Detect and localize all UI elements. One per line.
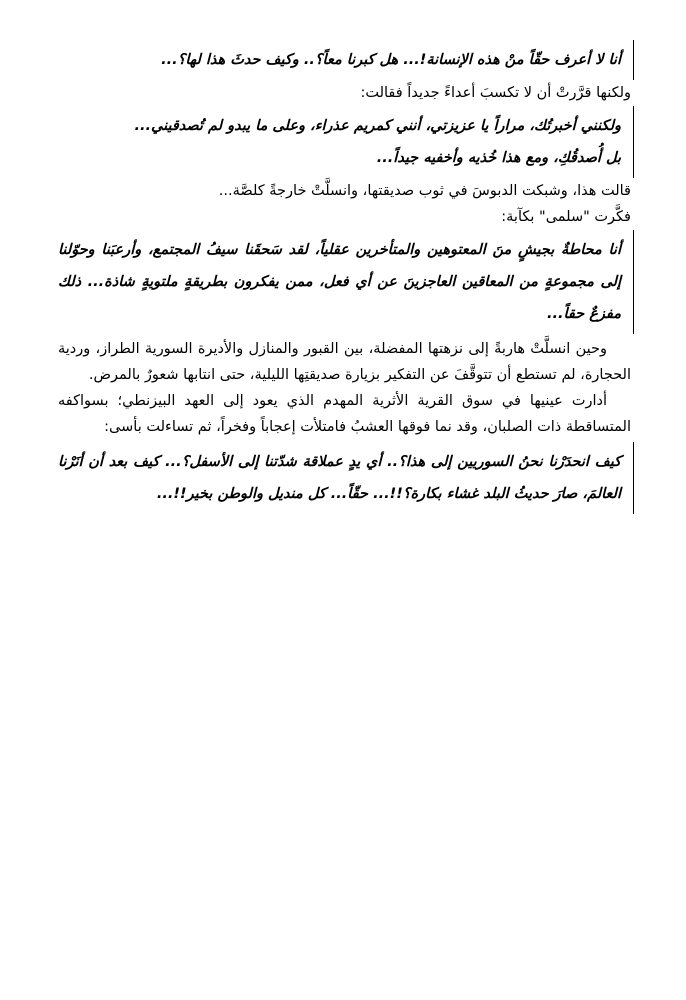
prose-paragraph-2: قالت هذا، وشبكت الدبوسَ في ثوب صديقتها، وانسلَّتْ خارجةً كلصَّة... xyxy=(218,183,631,199)
quote-3-line-1: أنا محاطةٌ بجيشٍ منَ المعتوهين والمتأخرين عقلياً، لقد سَحقَنا سيفُ المجتمع، وأرعبَنا وحوّلنا إلى مجموعةٍ من المعاقين العاجزينَ عن أي فعل، ممن يفكرون بطريقةٍ ملتويةٍ شاذة... ذلك مفزعٌ حقاً... xyxy=(58,242,621,322)
prose-paragraph-3: فكَّرت "سلمى" بكآبة: xyxy=(501,209,631,225)
quote-block-1 xyxy=(58,40,634,80)
quote-4-line-1: كيف انحدَرْنا نحنُ السوريين إلى هذا؟.. أي يدٍ عملاقة شدّتنا إلى الأسفل؟... كيف بعد أن أنَرْنا العالمَ، صارَ حديثُ البلد غشاء بكارة؟!!... حقّاً... كل منديل والوطن بخير!!... xyxy=(58,454,621,502)
prose-paragraph-4: وحين انسلَّتْ هاربةً إلى نزهتها المفضلة، بين القبور والمنازل والأديرة السورية الطراز، وردية الحجارة، لم تستطع أن تتوقَّفَ عن التفكير بزيارة صديقتِها الليلية، حتى انتابها شعورٌ بالمرض. xyxy=(58,341,631,383)
quote-block-2 xyxy=(58,106,634,178)
quote-2-line-1: ولكنني أخبرتُك، مراراً يا عزيزتي، أنني كمريم عذراء، وعلى ما يبدو لم تُصدقيني... xyxy=(134,118,621,134)
quote-2-line-2: بل أُصدقُكِ، ومع هذا خُذيه وأخفيه جيداً... xyxy=(376,150,621,166)
quote-1-line-1: أنا لا أعرف حقّاً منْ هذه الإنسانة!... هل كبرنا معاً؟.. وكيف حدثَ هذا لها؟... xyxy=(161,52,621,68)
prose-paragraph-5: أدارت عينيها في سوق القرية الأثرية المهدم الذي يعود إلى العهد البيزنطي؛ بسواكفه المتساقطة ذات الصلبان، وقد نما فوقها العشبُ فامتلأت إعجاباً وفخراً، ثم تساءلت بأسى: xyxy=(58,393,631,435)
prose-paragraph-1: ولكنها قرَّرتْ أن لا تكسبَ أعداءً جديداً فقالت: xyxy=(360,85,631,101)
quote-block-3 xyxy=(58,230,634,334)
quote-block-4 xyxy=(58,442,634,514)
